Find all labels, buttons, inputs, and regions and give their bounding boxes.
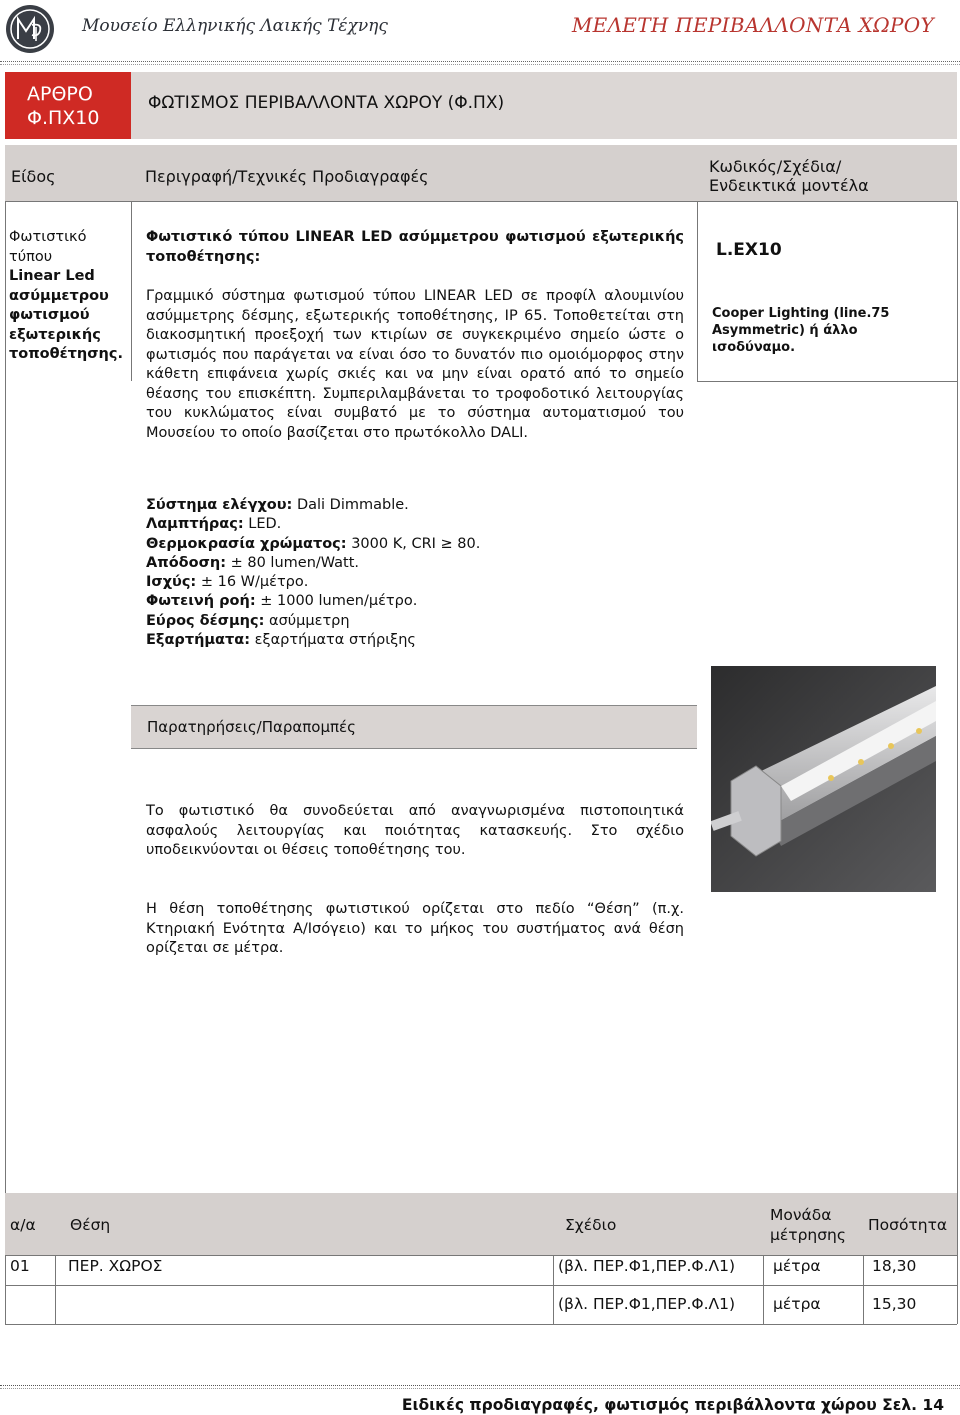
spec-value: εξαρτήματα στήριξης [250, 632, 416, 649]
spec-value: ± 80 lumen/Watt. [226, 554, 360, 571]
grid-line [5, 1255, 957, 1256]
grid-line [131, 201, 132, 381]
item-description [146, 228, 684, 443]
article-number: Φ.ΠΧ10 [27, 107, 100, 129]
grid-line [697, 381, 957, 382]
table-header-quantity: Ποσότητα [868, 1216, 948, 1234]
column-header-kind: Είδος [5, 145, 131, 201]
spec-label: Σύστημα ελέγχου: [146, 497, 293, 513]
spec-item [146, 612, 480, 631]
page-footer: Ειδικές προδιαγραφές, φωτισμός περιβάλλοντα χώρου Σελ. 14 [401, 1396, 944, 1414]
grid-line [5, 201, 6, 1324]
linear-led-fixture-image [711, 666, 936, 892]
spec-value: ± 16 W/μέτρο. [196, 574, 309, 591]
spec-item [146, 496, 480, 515]
item-kind [9, 228, 127, 365]
study-title: ΜΕΛΕΤΗ ΠΕΡΙΒΑΛΛΟΝΤΑ ΧΩΡΟΥ [571, 13, 934, 37]
item-kind-line: εξωτερικής [9, 326, 101, 343]
museum-name: Μουσείο Ελληνικής Λαικής Τέχνης [82, 16, 388, 36]
spec-value: 3000 K, CRI ≥ 80. [346, 535, 481, 552]
spec-label: Εξαρτήματα: [146, 632, 251, 649]
header-divider-2 [0, 64, 960, 65]
grid-line [957, 201, 958, 1324]
spec-label: Φωτεινή ροή: [146, 593, 256, 610]
footer-divider [0, 1385, 960, 1386]
spec-item [146, 554, 480, 573]
table-cell-quantity: 15,30 [872, 1295, 917, 1313]
grid-line [5, 201, 957, 202]
grid-line [553, 1255, 554, 1324]
item-kind-line: Linear Led [9, 268, 95, 284]
grid-line [55, 1255, 56, 1324]
column-header-code-line2: Ενδεικτικά μοντέλα [709, 176, 869, 195]
observations-header: Παρατηρήσεις/Παραπομπές [131, 705, 697, 749]
museum-logo-icon [6, 5, 54, 53]
spec-value: ± 1000 lumen/μέτρο. [255, 593, 418, 610]
column-header-description: Περιγραφή/Τεχνικές Προδιαγραφές [131, 145, 697, 201]
table-cell-drawing: (βλ. ΠΕΡ.Φ1,ΠΕΡ.Φ.Λ1) [558, 1295, 736, 1313]
item-kind-line: ασύμμετρου [9, 287, 109, 304]
table-header-aa: α/α [10, 1216, 36, 1234]
spec-item [146, 535, 480, 554]
table-cell-drawing: (βλ. ΠΕΡ.Φ1,ΠΕΡ.Φ.Λ1) [558, 1257, 736, 1275]
grid-line [697, 201, 698, 381]
spec-value: Dali Dimmable. [292, 497, 409, 513]
header-divider [0, 61, 960, 62]
grid-line [5, 1324, 957, 1325]
grid-line [863, 1255, 864, 1324]
table-cell-unit: μέτρα [773, 1257, 821, 1275]
article-title: ΦΩΤΙΣΜΟΣ ΠΕΡΙΒΑΛΛΟΝΤΑ ΧΩΡΟΥ (Φ.ΠΧ) [131, 72, 957, 139]
item-kind-line: φωτισμού [9, 307, 90, 323]
item-code: L.EX10 [716, 240, 782, 260]
column-header-code [697, 145, 957, 201]
table-cell-aa: 01 [10, 1257, 30, 1275]
table-header-unit-line2: μέτρησης [770, 1226, 846, 1244]
table-cell-position: ΠΕΡ. ΧΩΡΟΣ [68, 1257, 163, 1275]
item-kind-line: Φωτιστικό [9, 229, 87, 245]
museum-logo [6, 5, 54, 53]
item-kind-line: τύπου [9, 248, 53, 265]
article-code-box [5, 72, 131, 139]
spec-label: Απόδοση: [146, 554, 226, 571]
footer-divider-2 [0, 1388, 960, 1389]
spec-value: LED. [243, 516, 282, 533]
observation-paragraph: Η θέση τοποθέτησης φωτιστικού ορίζεται στο πεδίο “Θέση” (π.χ. Κτηριακή Ενότητα Α/Ισόγειο) και το μήκος του συστήματος ανά θέση ορίζεται σε μέτρα. [146, 901, 684, 956]
spec-item [146, 515, 480, 534]
table-cell-quantity: 18,30 [872, 1257, 917, 1275]
grid-line [5, 1285, 957, 1286]
spec-label: Θερμοκρασία χρώματος: [146, 535, 347, 552]
spec-item [146, 592, 480, 611]
spec-list [146, 496, 480, 650]
grid-line [763, 1255, 764, 1324]
table-cell-unit: μέτρα [773, 1295, 821, 1313]
item-kind-line: τοποθέτησης. [9, 346, 123, 362]
column-header-code-line1: Κωδικός/Σχέδια/ [709, 157, 842, 176]
product-photo [711, 666, 936, 892]
observation-paragraph: Το φωτιστικό θα συνοδεύεται από αναγνωρισμένα πιστοποιητικά ασφαλούς λειτουργίας και ποιότητας κατασκευής. Στο σχέδιο υποδεικνύονται οι θέσεις τοποθέτησης του. [146, 803, 684, 858]
spec-label: Λαμπτήρας: [146, 516, 244, 533]
table-header-unit [770, 1205, 846, 1245]
spec-item [146, 631, 480, 650]
spec-label: Ισχύς: [146, 574, 197, 591]
item-heading: Φωτιστικό τύπου LINEAR LED ασύμμετρου φωτισμού εξωτερικής τοποθέτησης: [146, 229, 684, 265]
item-paragraph: Γραμμικό σύστημα φωτισμού τύπου LINEAR LED σε προφίλ αλουμινίου ασύμμετρης δέσμης, εξωτερικής τοποθέτησης, IP 65. Τοποθετείται στη διακοσμητική προεξοχή των κτιρίων σε συγκεκριμένο σημείο ώστε ο φωτισμός που παράγεται να είναι όσο το δυνατόν πιο ομοιόμορφος στην κάθετη επιφάνεια χωρίς σκιές και να μην είναι ορατό από το σημείο θέασης του επισκέπτη. Συμπεριλαμβάνεται το τροφοδοτικό λειτουργίας του κυκλώματος είναι συμβατό με το σύστημα αυτοματισμού του Μουσείου το οποίο βασίζεται στο πρωτόκολλο DALI. [146, 288, 684, 441]
table-header-unit-line1: Μονάδα [770, 1206, 832, 1224]
spec-item [146, 573, 480, 592]
spec-label: Εύρος δέσμης: [146, 612, 265, 629]
table-header-drawing: Σχέδιο [565, 1216, 617, 1234]
item-model: Cooper Lighting (line.75 Asymmetric) ή άλλο ισοδύναμο. [712, 306, 890, 355]
article-label: ΑΡΘΡΟ [27, 83, 93, 105]
spec-value: ασύμμετρη [264, 612, 350, 629]
table-header-position: Θέση [70, 1216, 111, 1234]
